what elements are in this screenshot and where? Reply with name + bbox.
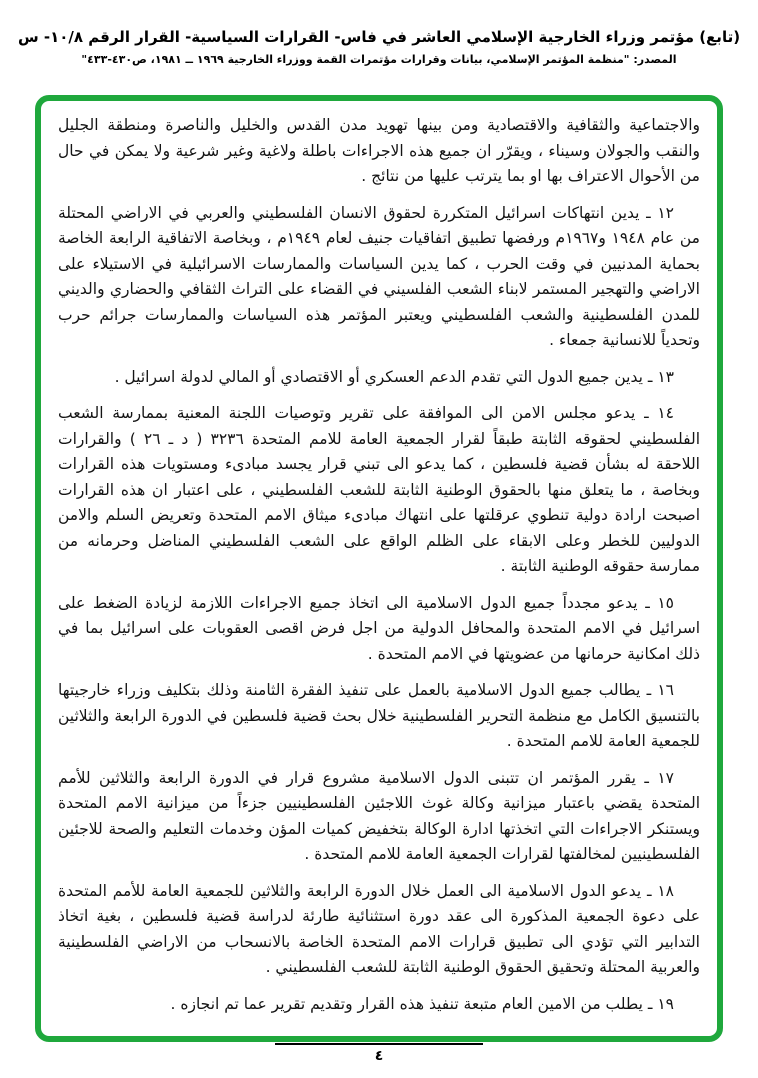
paragraph-16: ١٦ ـ يطالب جميع الدول الاسلامية بالعمل على تنفيذ الفقرة الثامنة وذلك بتكليف وزراء خارجيتها بالتنسيق الكامل مع منظمة التحرير الفلسطينية خلال بحث قضية فلسطين في الدورة الرابعة والثلاثين للجمعية العامة للامم المتحدة . xyxy=(58,681,700,750)
paragraph-13: ١٣ ـ يدين جميع الدول التي تقدم الدعم العسكري أو الاقتصادي أو المالي لدولة اسرائيل . xyxy=(114,367,674,386)
paragraph-14: ١٤ ـ يدعو مجلس الامن الى الموافقة على تقرير وتوصيات اللجنة المعنية بممارسة الشعب الفلسطيني لحقوقه الثابتة طبقاً لقرار الجمعية العامة للامم المتحدة ٣٢٣٦ ( د ـ ٢٦ ) والقرارات اللاحقة له بشأن قضية فلسطين ، كما يدعو الى تبني قرار يجسد مبادىء ومستويات هذه القرارات وبخاصة ، ما يتعلق منها بالحقوق الوطنية الثابتة للشعب الفلسطيني ، على اعتبار ان هذه القرارات اصبحت ارادة دولية تنطوي عرقلتها على انتهاك مبادىء ميثاق الامم المتحدة وتعريض السلم والامن الدوليين للخطر وعلى الابقاء على الظلم الواقع على الشعب الفلسطيني المناضل وحرمانه من ممارسة حقوقه الوطنية الثابتة . xyxy=(58,404,701,575)
end-divider xyxy=(275,1043,483,1045)
paragraph-12: ١٢ ـ يدين انتهاكات اسرائيل المتكررة لحقوق الانسان الفلسطيني والعربي في الاراضي المحتلة من عام ١٩٤٨ و١٩٦٧م ورفضها تطبيق اتفاقيات جنيف لعام ١٩٤٩م ، وبخاصة الاتفاقية الرابعة الخاصة بحماية المدنيين في وقت الحرب ، كما يدين السياسات والممارسات الاسرائيلية في الاستيلاء على الاراضي والتهجير المستمر لابناء الشعب الفلسيني في القضاء على التراث الثقافي والحضاري والديني للمدن الفلسطينية والشعب الفلسطيني ويعتبر المؤتمر هذه السياسات والممارسات جرائم حرب وتحدياً للانسانية جمعاء . xyxy=(58,203,700,349)
paragraph-17: ١٧ ـ يقرر المؤتمر ان تتبنى الدول الاسلامية مشروع قرار في الدورة الرابعة والثلاثين للأمم المتحدة يقضي باعتبار ميزانية وكالة غوث اللاجئين الفلسطينيين جزءاً من ميزانية الامم المتحدة ويستنكر الاجراءات التي اتخذتها ادارة الوكالة بتخفيض كميات المؤن وخدمات التعليم والصحة للاجئين الفلسطينيين لمخالفتها لقرارات الجمعية العامة للامم المتحدة . xyxy=(58,768,700,863)
header-title: (تابع) مؤتمر وزراء الخارجية الإسلامي العاشر في فاس- القرارات السياسية- القرار الرقم ١٠/٨- س xyxy=(17,28,741,46)
document-header xyxy=(0,0,758,66)
content-border-box xyxy=(35,95,723,1042)
paragraph-continuation: والاجتماعية والثقافية والاقتصادية ومن بينها تهويد مدن القدس والخليل والناصرة ومنطقة الجليل والنقب والجولان وسيناء ، ويقرّر ان جميع هذه الاجراءات باطلة ولاغية وغير شرعية ولا يمكن في حال من الأحوال الاعتراف بها او بما يترتب عليها من نتائج . xyxy=(58,116,700,185)
header-source-line: المصدر: "منظمة المؤتمر الإسلامي، بيانات وقرارات مؤتمرات القمة ووزراء الخارجية ١٩٦٩ ــ ١٩٨١، ص٤٣٠-٤٣٣" xyxy=(81,53,677,66)
paragraph-19: ١٩ ـ يطلب من الامين العام متبعة تنفيذ هذه القرار وتقديم تقرير عما تم انجازه . xyxy=(170,994,674,1013)
page-number: ٤ xyxy=(374,1048,384,1064)
paragraph-15: ١٥ ـ يدعو مجدداً جميع الدول الاسلامية الى اتخاذ جميع الاجراءات اللازمة لزيادة الضغط على اسرائيل في الامم المتحدة والمحافل الدولية من اجل فرض اقصى العقوبات على اسرائيل بما في ذلك امكانية حرمانها من عضويتها في الامم المتحدة . xyxy=(58,593,700,663)
paragraph-18: ١٨ ـ يدعو الدول الاسلامية الى العمل خلال الدورة الرابعة والثلاثين للجمعية العامة للأمم المتحدة على دعوة الجمعية المذكورة الى عقد دورة استثنائية طارئة لدراسة قضية فلسطين ، بغية اتخاذ التدابير التي تؤدي الى تطبيق قرارات الامم المتحدة الخاصة بالانسحاب من الاراضي الفلسطينية والعربية المحتلة وتحقيق الحقوق الوطنية الثابتة للشعب الفلسطيني . xyxy=(58,881,700,976)
